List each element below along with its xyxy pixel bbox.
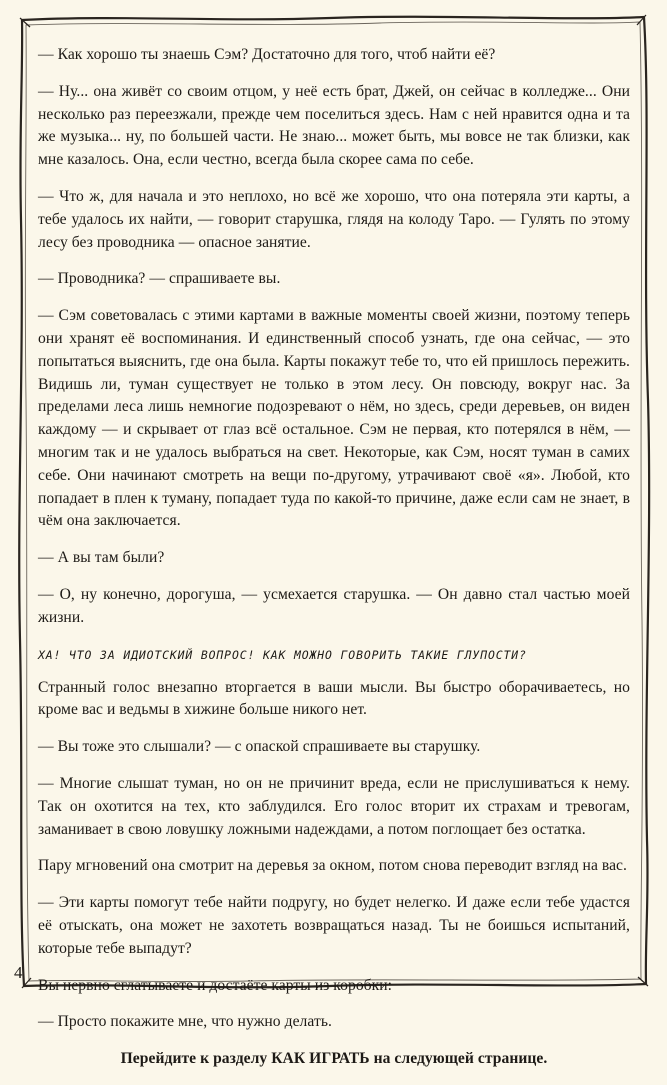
closing-instruction: Перейдите к разделу КАК ИГРАТЬ на следующей странице. [120, 1050, 548, 1068]
paragraph-3: — Что ж, для начала и это неплохо, но всё же хорошо, что она потеряла эти карты, а тебе удалось их найти, — говорит старушка, глядя на колоду Таро. — Гулять по этому лесу без проводника — опасное занятие. [38, 187, 630, 251]
paragraph-1: — Как хорошо ты знаешь Сэм? Достаточно для того, чтоб найти её? [38, 46, 496, 63]
body-text [38, 44, 630, 1085]
paragraph-12: — Эти карты помогут тебе найти подругу, но будет нелегко. И даже если тебе удастся её отыскать, она может не захотеть возвращаться назад. Ты не боишься испытаний, которые тебе выпадут? [38, 894, 630, 957]
paragraph-6: — А вы там были? [38, 549, 165, 567]
paragraph-10: — Многие слышат туман, но он не причинит вреда, если не прислушиваться к нему. Так он охотится на тех, кто заблудился. Его голос вторит их страхам и тревогам, заманивает в свою ловушку ложными надеждами, а потом поглощает без остатка. [38, 774, 630, 838]
paragraph-4: — Проводника? — спрашиваете вы. [38, 270, 281, 288]
handwritten-line: ХА! ЧТО ЗА ИДИОТСКИЙ ВОПРОС! КАК МОЖНО ГОВОРИТЬ ТАКИЕ ГЛУПОСТИ? [38, 647, 527, 662]
paragraph-2: — Ну... она живёт со своим отцом, у неё есть брат, Джей, он сейчас в колледже... Они несколько раз переезжали, прежде чем поселиться здесь. Нам с ней нравится одна и та же музыка... ну, по большей части. Не знаю... может быть, мы вовсе не так близки, как мне казалось. Она, если честно, всегда была скорее сама по себе. [38, 82, 630, 169]
paragraph-14: — Просто покажите мне, что нужно делать. [38, 1013, 332, 1031]
paragraph-9: — Вы тоже это слышали? — с опаской спрашиваете вы старушку. [38, 738, 481, 756]
page-number: 4 [14, 963, 23, 982]
paragraph-8: Странный голос внезапно вторгается в ваши мысли. Вы быстро оборачиваетесь, но кроме вас и ведьмы в хижине больше никого нет. [38, 678, 630, 719]
paragraph-13: Вы нервно сглатываете и достаёте карты из коробки: [38, 976, 393, 994]
paragraph-7: — О, ну конечно, дорогуша, — усмехается старушка. — Он давно стал частью моей жизни. [38, 585, 630, 626]
paragraph-11: Пару мгновений она смотрит на деревья за окном, потом снова переводит взгляд на вас. [38, 857, 627, 875]
paragraph-5: — Сэм советовалась с этими картами в важные моменты своей жизни, поэтому теперь они хранят её воспоминания. И единственный способ узнать, где она сейчас, — это попытаться выяснить, где она была. Карты покажут тебе то, что ей пришлось пережить. Видишь ли, туман существует не только в этом лесу. Он повсюду, вокруг нас. За пределами леса лишь немногие подозревают о нём, но здесь, среди деревьев, он виден каждому — и скрывает от глаз всё остальное. Сэм не первая, кто потерялся в нём, — многим так и не удалось выбраться на свет. Некоторые, как Сэм, носят туман в самих себе. Они начинают смотреть на вещи по-другому, утрачивают своё «я». Любой, кто попадает в плен к туману, попадает туда по какой-то причине, даже если сам не знает, в чём она заключается. [38, 307, 630, 530]
